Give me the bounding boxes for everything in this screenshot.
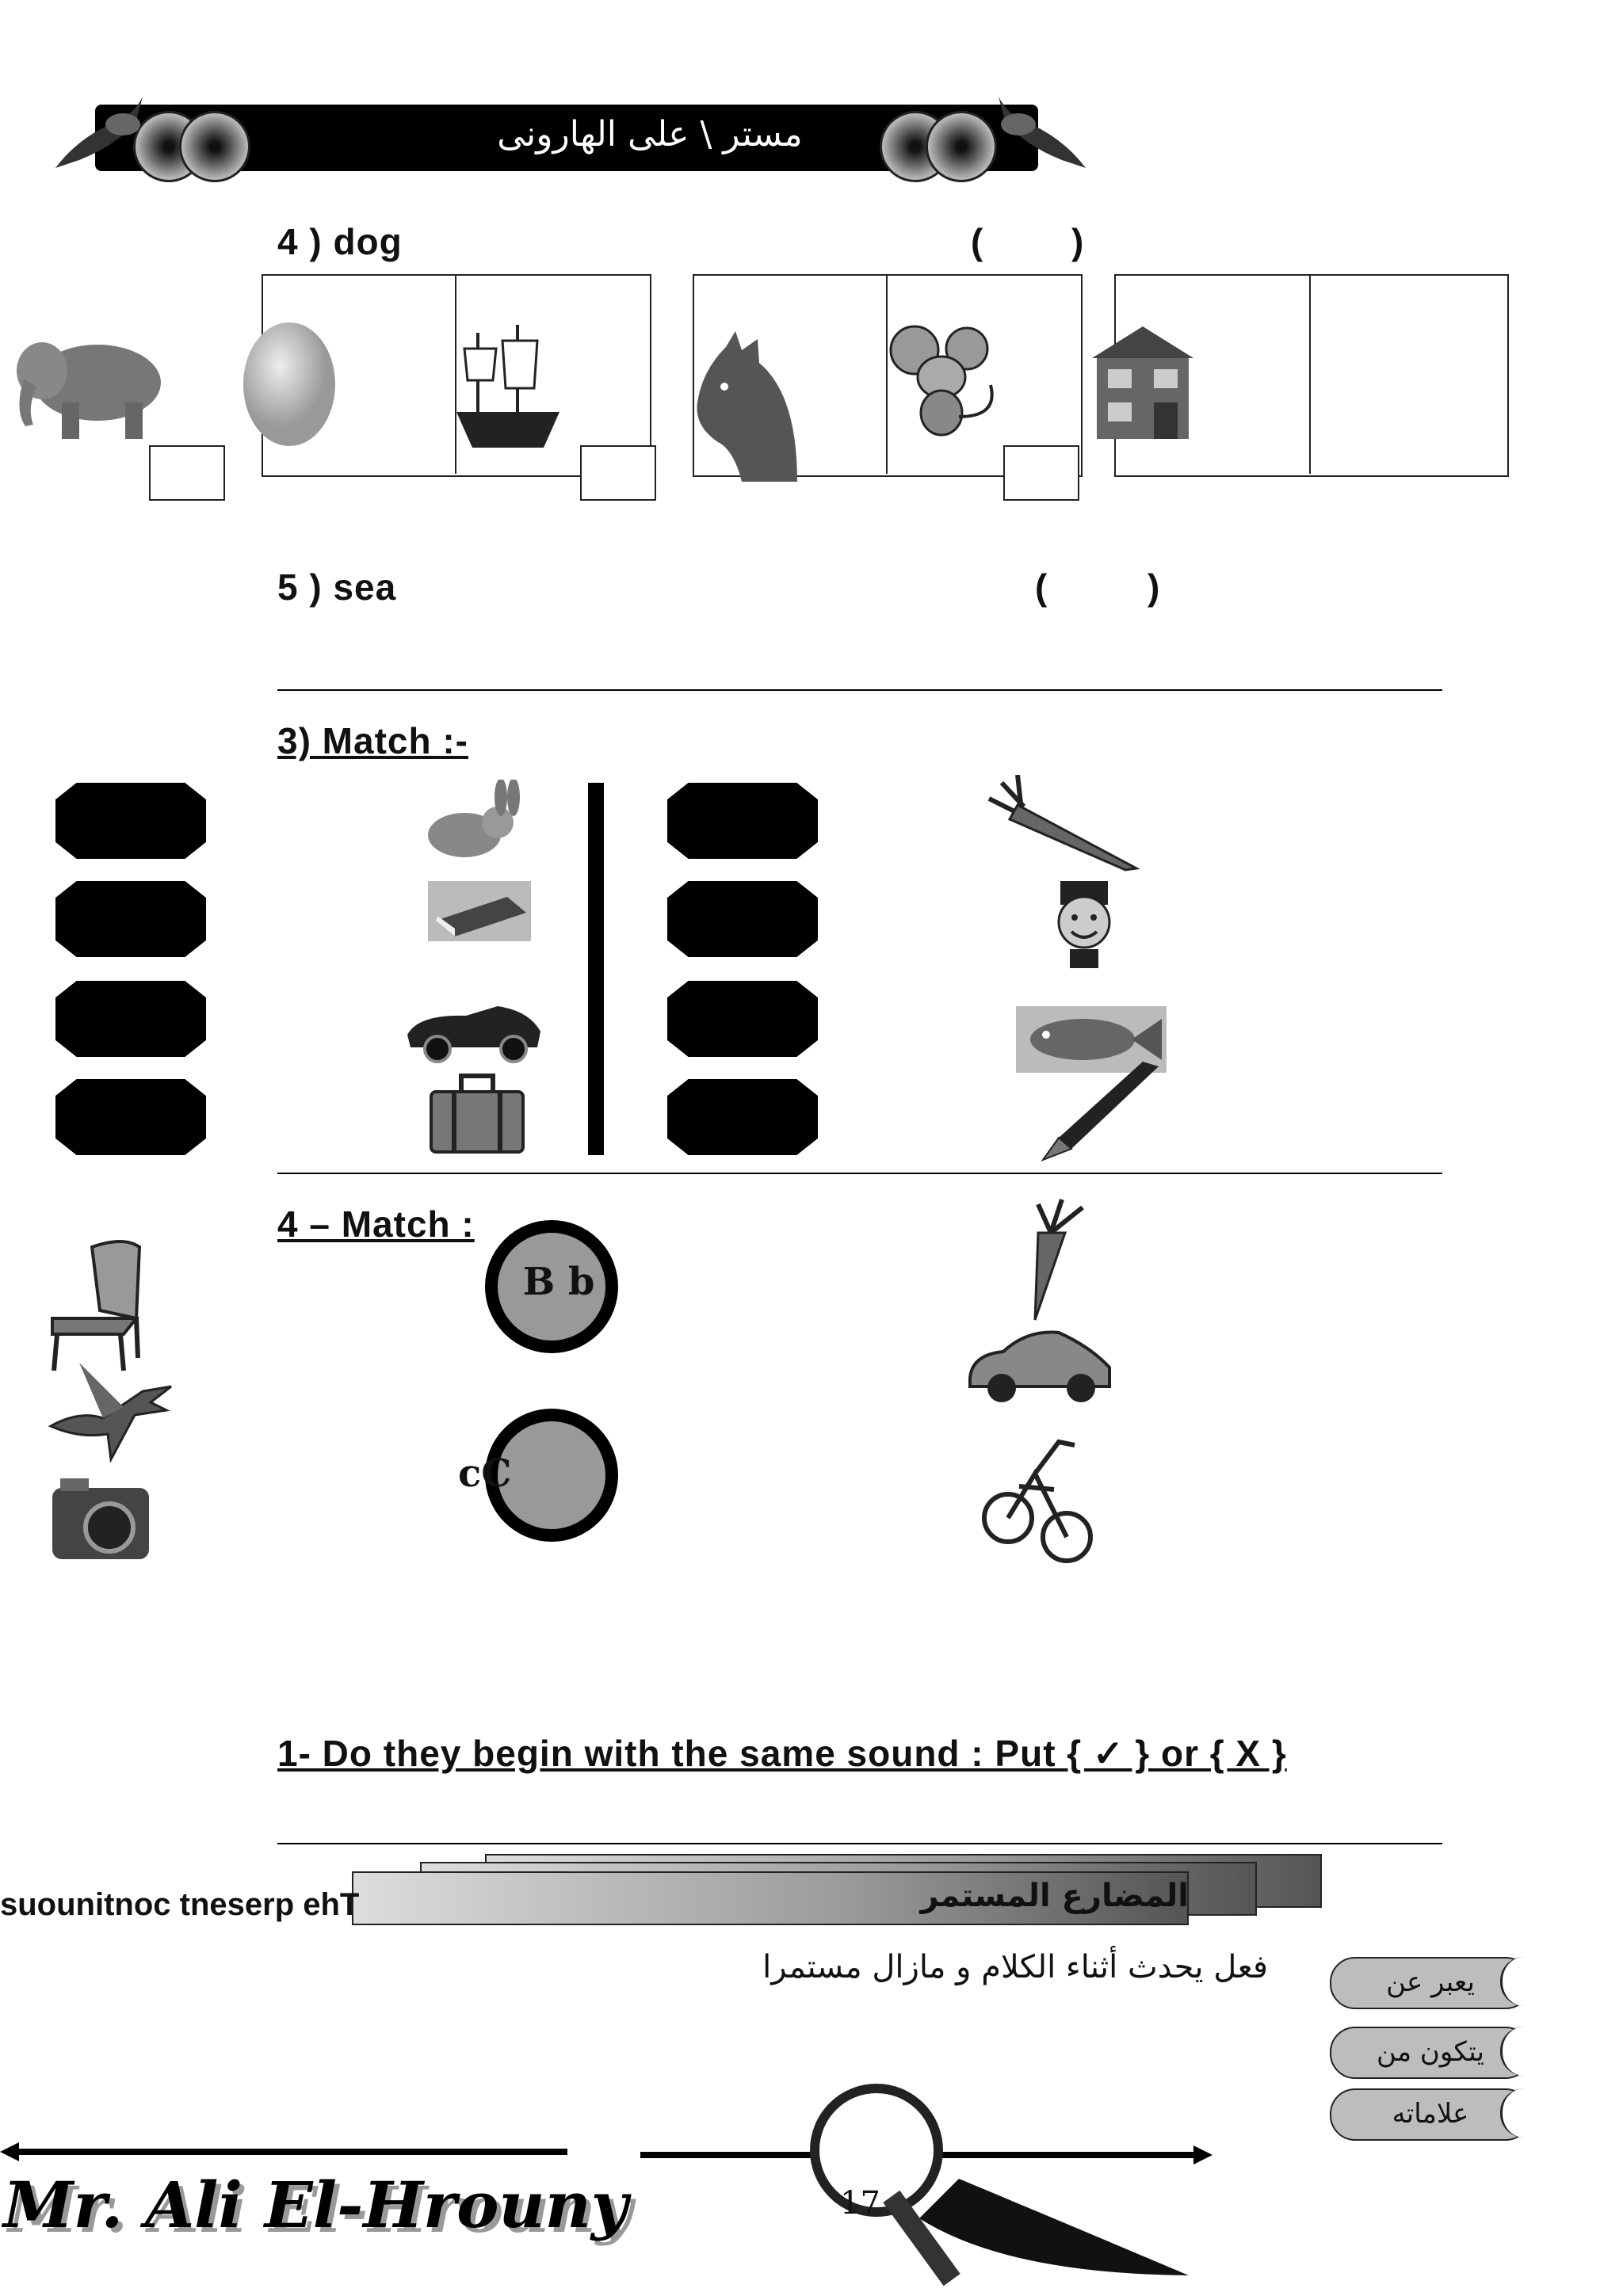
pen-image [1040, 1062, 1163, 1163]
chair-image [44, 1231, 147, 1374]
answer-slot-left-2[interactable] [55, 881, 206, 957]
answer-slot-right-1[interactable] [667, 783, 818, 859]
question-5-sea: 5 ) sea [277, 566, 397, 608]
divider-line [277, 689, 1442, 691]
horse-image [686, 331, 805, 482]
answer-box-1[interactable] [149, 445, 225, 501]
magnifier-icon [800, 2068, 1197, 2296]
page-number: 17 [840, 2185, 880, 2222]
section-title-match-3: 3) Match :- [277, 720, 468, 761]
paren-close: ) [1071, 221, 1085, 262]
section-title-match-4: 4 – Match : [277, 1203, 475, 1245]
grammar-arabic-title: المضارع المستمر [920, 1878, 1189, 1914]
answer-slot-right-3[interactable] [667, 981, 818, 1057]
bird-left-icon [48, 89, 151, 176]
answer-slot-left-1[interactable] [55, 783, 206, 859]
carrot-image-2 [1006, 1196, 1094, 1323]
separator-bar [588, 783, 604, 1155]
bicycle-image [980, 1426, 1095, 1569]
book-image [428, 881, 531, 941]
paren-open: ( [971, 221, 984, 262]
letter-label-bb: B b [522, 1260, 595, 1304]
letter-label-cc: cC [458, 1451, 512, 1496]
car-convertible-image [403, 987, 545, 1066]
grammar-definition: فعل يحدث أثناء الكلام و مازال مستمرا [762, 1949, 1268, 1985]
frame-divider [1309, 274, 1311, 474]
house-image [1084, 323, 1201, 442]
answer-box-3[interactable] [1003, 445, 1079, 501]
camera-image [49, 1477, 152, 1564]
rabbit-image [425, 780, 528, 859]
mouse-image [880, 322, 1006, 441]
section-title-same-sound: 1- Do they begin with the same sound : Put { ✓ } or { X } [277, 1733, 1287, 1774]
paren-open: ( [1035, 566, 1048, 608]
answer-box-2[interactable] [580, 445, 656, 501]
divider-line [277, 1843, 1442, 1844]
divider-line [277, 1173, 1442, 1174]
header-title: مستر \ على الهارونى [497, 114, 803, 154]
paren-close: ) [1148, 566, 1161, 608]
header-ornament-right-2 [926, 111, 997, 182]
answer-slot-left-3[interactable] [55, 981, 206, 1057]
grammar-english-title: The present continuous [0, 1887, 360, 1922]
question-4-dog: 4 ) dog [277, 221, 403, 262]
tab-expresses[interactable]: يعبر عن [1330, 1957, 1531, 2009]
boy-face-image [1046, 878, 1122, 970]
footer-arrow-left [0, 2139, 571, 2163]
carrot-image-1 [986, 775, 1141, 873]
answer-slot-right-2[interactable] [667, 881, 818, 957]
egg-image [238, 317, 341, 452]
footer-author: Mr. Ali El-Hrouny [3, 2168, 628, 2242]
answer-slot-right-4[interactable] [667, 1079, 818, 1155]
tab-signs[interactable]: علاماته [1330, 2088, 1531, 2141]
bird-image [48, 1355, 174, 1463]
briefcase-image [428, 1073, 526, 1155]
answer-slot-left-4[interactable] [55, 1079, 206, 1155]
car-image [964, 1323, 1114, 1405]
tab-consists-of[interactable]: يتكون من [1330, 2027, 1531, 2079]
bird-right-icon [991, 89, 1094, 176]
header-ornament-left-2 [179, 111, 250, 182]
elephant-image [6, 323, 165, 442]
ship-image [441, 317, 575, 452]
